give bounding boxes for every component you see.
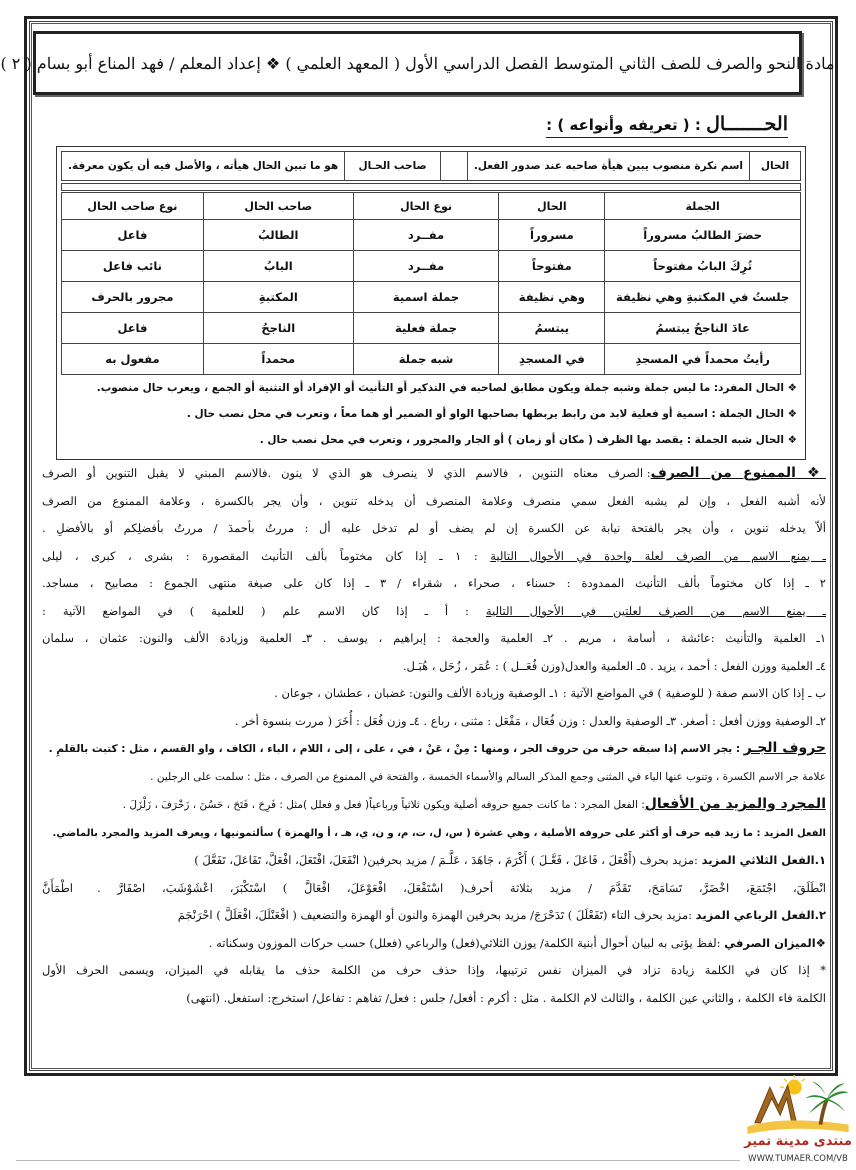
mamnoo-line-4: ـ يمنع الاسم من الصرف لعلة واحدة في الأحوال التالية : ١ ـ إذا كان مختوماً بألف التأنيث المقصورة : بشرى ، كبرى ، ليلى — [42, 548, 827, 563]
mamnoo-line-7: ١ـ العلمية والتأنيث :عائشة ، أسامة ، مريم . ٢ـ العلمية والعجمة : إبراهيم ، يوسف . ٣ـ العلمية وزيادة الألف والنون: عثمان ، سلمان — [42, 631, 826, 645]
forum-logo-icon — [744, 1074, 852, 1134]
cell-hal-type: مفــرد — [353, 220, 499, 251]
table-row — [62, 313, 801, 344]
col-header-hal-type: نوع الحال — [353, 193, 499, 220]
cell-sentence: جلستُ في المكتبةِ وهي نظيفة — [605, 282, 801, 313]
cell-sentence: رأيتُ محمداً في المسجدِ — [605, 344, 801, 375]
hal-section-title — [546, 113, 788, 138]
bottom-divider — [16, 1160, 740, 1161]
mizan-line-2: * إذا كان في الكلمة زيادة تزاد في الميزان نفس ترتيبها، وإذا حذف حرف من الكلمة حذف ما يقابله في الميزان، ويسمى الحرف الأول — [42, 963, 826, 977]
hal-title-sub: : ( تعريفه وأنواعه ) : — [546, 116, 707, 134]
mamnoo-line-2: لأنه أشبه الفعل ، وإن لم يشبه الفعل سمي منصرف وعلامة المنصرف أن يدخله تنوين ، وأن يجر بالكسرة ، وعلامة الممنوع من الصرف — [42, 493, 826, 508]
mujarrad-line-1: المجرد والمزيد من الأفعال: الفعل المجرد : ما كانت جميع حروفه أصلية ويكون ثلاثياً ورباعياً( فعل و فعلل )مثل : فَرِحَ ، فَتَحَ ، حَسُنَ ، زَخْرَفَ ، زَلْزَلَ . — [122, 796, 826, 812]
cell-sahib-type: مفعول به — [62, 344, 204, 375]
document-header — [0, 31, 835, 95]
cell-hal-type: جملة اسمية — [353, 282, 499, 313]
thulathi-label: ١.الفعل الثلاثي المزيد — [701, 853, 826, 867]
cell-hal-type: مفــرد — [353, 251, 499, 282]
hal-label: الحال — [749, 152, 800, 180]
cell-sahib-type: نائب فاعل — [62, 251, 204, 282]
cell-sahib: الناجحُ — [203, 313, 353, 344]
note-hal-mufrad: ❖ الحال المفرد: ما ليس جملة وشبه جملة ويكون مطابق لصاحبه في التذكير أو التأنيث أو الإفراد أو التثنية أو الجمع ، ويعرب حال منصوب. — [96, 382, 797, 394]
mizan-line-1: ❖الميزان الصرفي :لفظ يؤتى به لبيان أحوال أبنية الكلمة/ يوزن الثلاثي(فعل) والرباعي (فعلل) حسب حركات الموزون وسكناته . — [208, 935, 826, 950]
cell-sahib: البابُ — [203, 251, 353, 282]
col-header-sahib: صاحب الحال — [203, 193, 353, 220]
thulathi-line-1: ١.الفعل الثلاثي المزيد :مزيد بحرف (أَفْعَلَ ، فَاعَلَ ، فَعَّـلَ ) أَكْرَمَ ، جَاهَدَ ، عَلَّـمَ / مزيد بحرفين( انْفَعَلَ، افْتَعَلَ، افْعَلَّ، تَفَاعَلَ، تَفَعَّلَ ) — [194, 853, 826, 867]
hal-definition: اسم نكرة منصوب يبين هيأة صاحبه عند صدور الفعل. — [467, 152, 749, 180]
mamnoo-line-1: ❖ الممنوع من الصرف: الصرف معناه التنوين ، فالاسم الذي لا ينصرف هو الذي لا ينون .فالاسم المبني لا يقبل التنوين أو الصرف — [42, 465, 826, 481]
cell-hal-type: جملة فعلية — [353, 313, 499, 344]
hal-definition-row — [61, 151, 801, 181]
forum-name: منتدى مدينة تمير — [744, 1134, 852, 1149]
rubai-line: ٢.الفعل الرباعي المزيد :مزيد بحرف التاء (تَفَعْلَلَ ) تَدَحْرَجَ/ مزيد بحرفين الهمزة والنون أو الهمزة والتضعيف ( افْعَنْلَلَ، افْعَلَلَّ ) احْرَنْجَمَ — [177, 908, 826, 922]
cell-hal: وهي نظيفة — [499, 282, 605, 313]
table-row — [62, 251, 801, 282]
cell-hal: في المسجدِ — [499, 344, 605, 375]
cell-sahib: المكتبةِ — [203, 282, 353, 313]
col-header-hal: الحال — [499, 193, 605, 220]
document-title: مادة النحو والصرف للصف الثاني المتوسط الفصل الدراسي الأول ( المعهد العلمي ) ❖ إعداد المعلم / فهد المناع أبو بسام ( ٢ ) — [0, 53, 835, 73]
body-text — [42, 460, 826, 1012]
thulathi-line-2 — [42, 875, 826, 903]
table-header-row — [62, 193, 801, 220]
mizan-label: ❖الميزان الصرفي — [724, 935, 826, 950]
col-header-sahib-type: نوع صاحب الحال — [62, 193, 204, 220]
sahib-label: صاحب الحـال — [344, 152, 440, 180]
cell-sentence: عادَ الناجحُ يبتسمُ — [605, 313, 801, 344]
jar-line-1: حروف الجـر : يجر الاسم إذا سبقه حرف من حروف الجر ، ومنها : مِنْ ، عَنْ ، في ، على ، إلى ، اللام ، الباء ، الكاف ، واو القسم ، مثل : كتبت بالقلمِ . — [48, 740, 826, 756]
thulathi-examples: انْطَلَقَ، اجْتَمَعَ، اخْضَرَّ، تَسَامَحَ، تَقَدَّمَ / مزيد بثلاثة أحرف( اسْتَفْعَلَ، افْعَوْعَلَ، افْعَالَّ ) اسْتَكْبَرَ، اعْشَوْشَبَ، اصْفَارَّ . — [96, 880, 826, 895]
cell-hal: يبتسمُ — [499, 313, 605, 344]
jar-heading: حروف الجـر — [743, 740, 826, 756]
mamnoo-line-8: ٤ـ العلمية ووزن الفعل : أحمد ، يزيد . ٥ـ العلمية والعدل(وزن فُعَــل ) : عُمَر ، زُحَل ، هُبَـل. — [402, 658, 826, 673]
sahib-definition: هو ما تبين الحال هيأته ، والأصل فيه أن يكون معرفة. — [68, 160, 339, 172]
cell-sahib-type: فاعل — [62, 220, 204, 251]
cell-sahib: محمداً — [203, 344, 353, 375]
mazid-definition: الفعل المزيد : ما زيد فيه حرف أو أكثر على حروفه الأصلية ، وهي عشرة ( س، ل، ت، م، و ن، ي، هـ ، أ والهمزة ) سألتمونيها ، ويعرف المزيد والمجرد بالماضي. — [52, 827, 826, 839]
cell-hal-type: شبه جملة — [353, 344, 499, 375]
mamnoo-line-10: ٢ـ الوصفية ووزن أفعل : أصغر. ٣ـ الوصفية والعدل : وزن فُعَال ، مَفْعَل : مثنى ، رباع . ٤ـ وزن فُعَل : أُخَرَ ( مررت بنسوة أخر . — [234, 713, 826, 728]
cell-sentence: تُرِكَ البابُ مفتوحاً — [605, 251, 801, 282]
note-hal-jumla: ❖ الحال الجملة : اسمية أو فعلية لابد من رابط يربطها بصاحبها الواو أو الضمير أو هما معاً ، وتعرب في محل نصب حال . — [186, 408, 797, 420]
cell-sentence: حضرَ الطالبُ مسروراً — [605, 220, 801, 251]
hal-notes — [65, 375, 797, 453]
rubai-label: ٢.الفعل الرباعي المزيد — [695, 908, 826, 922]
cell-sahib-type: فاعل — [62, 313, 204, 344]
jar-line-2: علامة جر الاسم الكسرة ، وتنوب عنها الياء في المثنى وجمع المذكر السالم والأسماء الخمسة ، والفتحة في الممنوع من الصرف ، مثل : سلمت على الرجلين . — [150, 770, 826, 783]
mamnoo-line-3: ألاّ يدخله تنوين ، وأن يجر بالفتحة نيابة عن الكسرة إن لم يضف أو لم تدخل عليه أل : مررتُ بأحمدَ / مررتُ بأفضلِكم أو بالأفضلِ . — [42, 521, 826, 535]
definition-separator — [61, 183, 801, 191]
mamnoo-heading: ❖ الممنوع من الصرف — [650, 465, 826, 481]
table-row — [62, 220, 801, 251]
hal-examples-table — [61, 192, 801, 375]
mamnoo-line-9: ب ـ إذا كان الاسم صفة ( للوصفية ) في المواضع الآتية : ١ـ الوصفية وزيادة الألف والنون: غضبان ، عطشان ، جوعان . — [274, 686, 826, 700]
def-spacer — [440, 152, 467, 180]
single-cause-rule: ـ يمنع الاسم من الصرف لعلة واحدة في الأحوال التالية — [490, 548, 827, 563]
forum-url[interactable]: WWW.TUMAER.COM/VB — [748, 1154, 848, 1164]
mamnoo-line-6: ـ يمنع الاسم من الصرف لعلتين في الأحوال التالية : أ ـ إذا كان الاسم علم ( للعلمية ) في المواضع الآتية : — [42, 603, 826, 618]
hal-block — [56, 146, 806, 460]
col-header-sentence: الجملة — [605, 193, 801, 220]
cell-hal: مسروراً — [499, 220, 605, 251]
mujarrad-heading: المجرد والمزيد من الأفعال — [644, 796, 826, 812]
note-hal-shibh-jumla: ❖ الحال شبه الجملة : يقصد بها الظرف ( مكان أو زمان ) أو الجار والمجرور ، وتعرب في محل نصب حال . — [259, 434, 797, 446]
mamnoo-line-5: ٢ ـ إذا كان مختوماً بألف التأنيث الممدودة : حسناء ، صحراء ، شقراء / ٣ ـ إذا كان على صيغة منتهى الجموع : مصابيح ، مساجد. — [42, 576, 826, 590]
cell-hal: مفتوحاً — [499, 251, 605, 282]
table-row — [62, 282, 801, 313]
mizan-line-3: الكلمة فاء الكلمة ، والثاني عين الكلمة ، والثالث لام الكلمة . مثل : أكرم : أفعل/ جلس : فعل/ تفاهم : تفاعل/ استخرج: استفعل. (انتهى) — [186, 990, 826, 1005]
two-causes-rule: ـ يمنع الاسم من الصرف لعلتين في الأحوال التالية — [485, 603, 826, 618]
itmaanna: اطْمَأَنَّ — [42, 880, 73, 895]
table-row — [62, 344, 801, 375]
cell-sahib: الطالبُ — [203, 220, 353, 251]
cell-sahib-type: مجرور بالحرف — [62, 282, 204, 313]
hal-title-main: الحـــــــال — [706, 113, 788, 135]
